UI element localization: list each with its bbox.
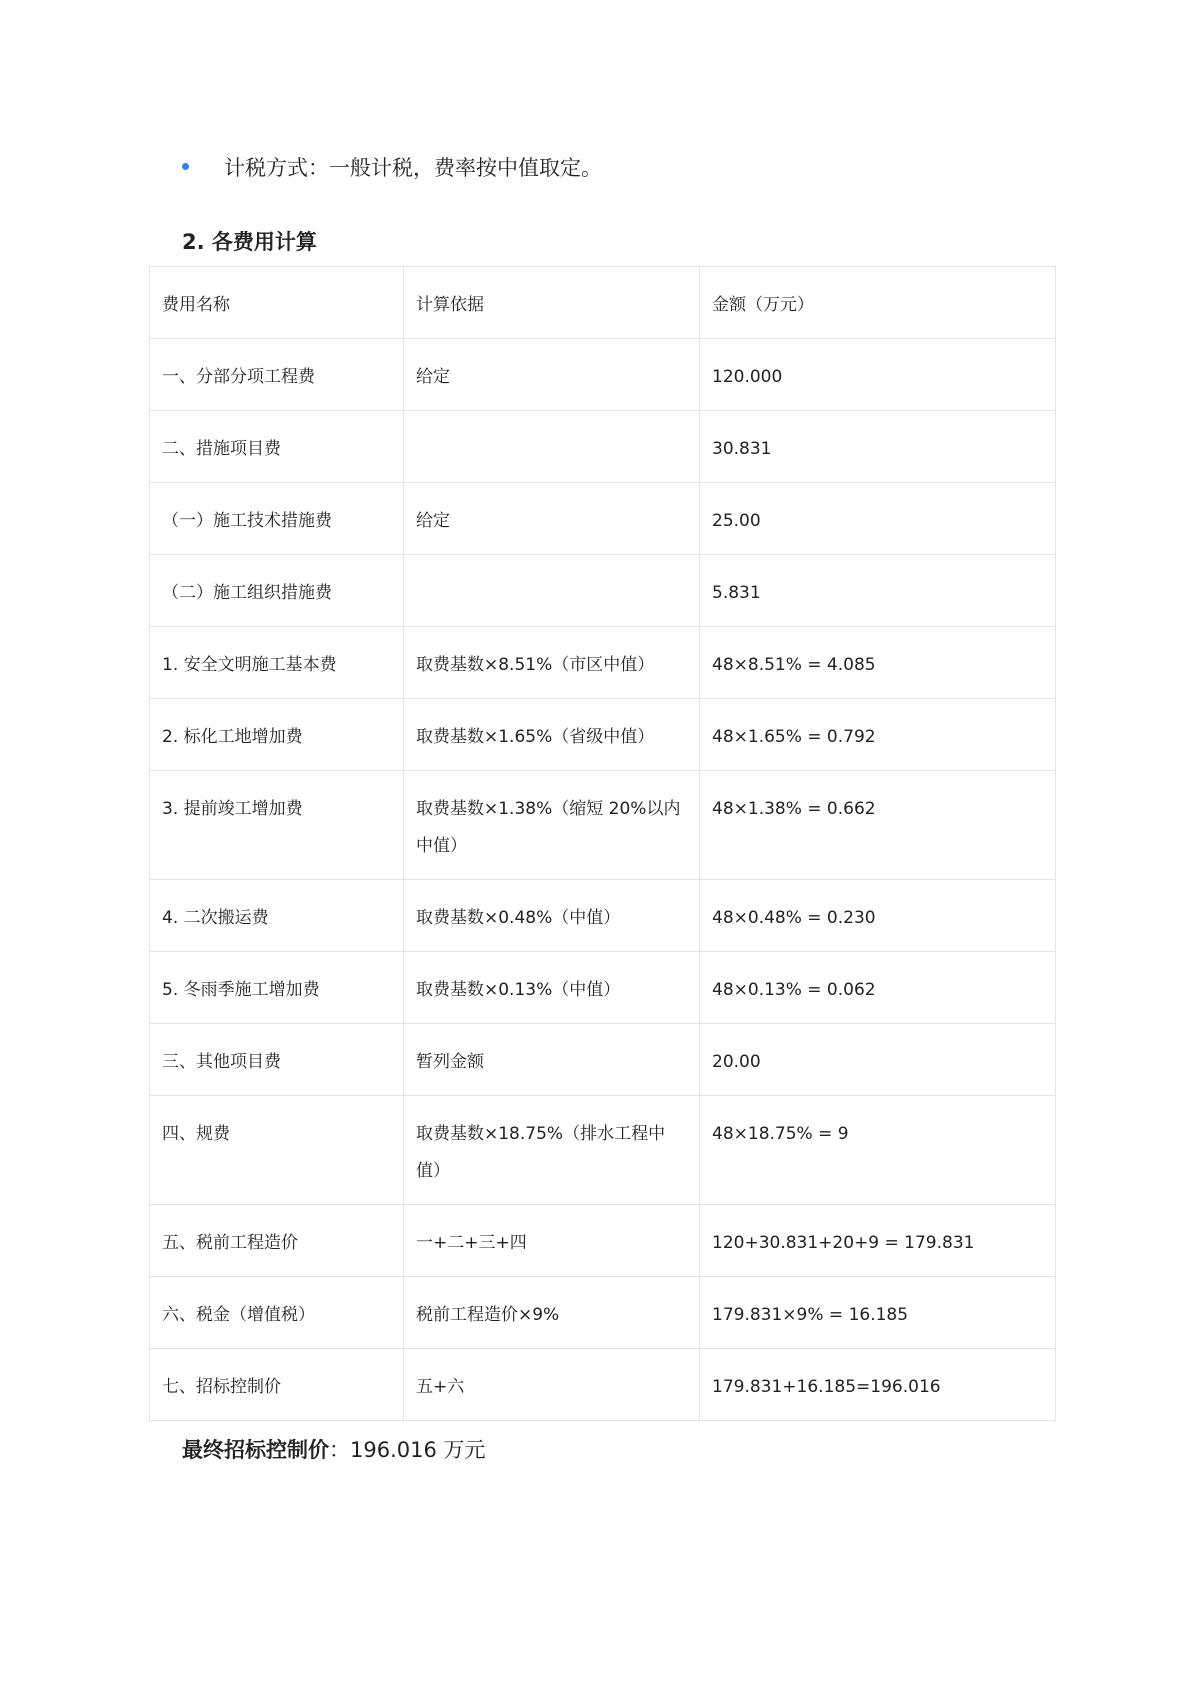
basis-cell: 取费基数×1.65%（省级中值） [404,699,700,771]
table-row [150,1024,1056,1096]
cost-name-cell: （二）施工组织措施费 [150,555,404,627]
basis-cell: 取费基数×18.75%（排水工程中值） [404,1096,700,1205]
cost-name-cell: 2. 标化工地增加费 [150,699,404,771]
table-row [150,1096,1056,1205]
cost-name-cell: 1. 安全文明施工基本费 [150,627,404,699]
cost-name-cell: 七、招标控制价 [150,1349,404,1421]
table-row [150,1277,1056,1349]
section-heading: 2. 各费用计算 [182,230,317,254]
amount-cell: 48×1.65% = 0.792 [700,699,1056,771]
cost-name-cell: 五、税前工程造价 [150,1205,404,1277]
bullet-dot [182,163,189,170]
basis-cell: 取费基数×1.38%（缩短 20%以内中值） [404,771,700,880]
table-row [150,627,1056,699]
basis-cell: 一+二+三+四 [404,1205,700,1277]
final-price-line [182,1434,486,1464]
basis-cell: 取费基数×0.48%（中值） [404,880,700,952]
basis-cell: 五+六 [404,1349,700,1421]
cost-name-cell: 4. 二次搬运费 [150,880,404,952]
header-cell: 金额（万元） [700,267,1056,339]
basis-cell [404,411,700,483]
cost-name-cell: 三、其他项目费 [150,1024,404,1096]
basis-cell: 取费基数×0.13%（中值） [404,952,700,1024]
amount-cell: 179.831×9% = 16.185 [700,1277,1056,1349]
table-row [150,771,1056,880]
cost-name-cell: （一）施工技术措施费 [150,483,404,555]
tax-method-text: 计税方式：一般计税，费率按中值取定。 [224,156,602,180]
amount-cell: 48×1.38% = 0.662 [700,771,1056,880]
table-row [150,699,1056,771]
table-row [150,483,1056,555]
basis-cell: 暂列金额 [404,1024,700,1096]
header-cell: 计算依据 [404,267,700,339]
table-header-row [150,267,1056,339]
amount-cell: 20.00 [700,1024,1056,1096]
table-row [150,952,1056,1024]
table-row [150,880,1056,952]
table-row [150,339,1056,411]
amount-cell: 48×18.75% = 9 [700,1096,1056,1205]
basis-cell [404,555,700,627]
amount-cell: 179.831+16.185=196.016 [700,1349,1056,1421]
cost-name-cell: 四、规费 [150,1096,404,1205]
table-row [150,555,1056,627]
amount-cell: 25.00 [700,483,1056,555]
cost-name-cell: 3. 提前竣工增加费 [150,771,404,880]
header-cell: 费用名称 [150,267,404,339]
table-row [150,1349,1056,1421]
final-price-separator: ： [329,1438,350,1462]
cost-name-cell: 5. 冬雨季施工增加费 [150,952,404,1024]
amount-cell: 48×0.13% = 0.062 [700,952,1056,1024]
cost-name-cell: 一、分部分项工程费 [150,339,404,411]
basis-cell: 税前工程造价×9% [404,1277,700,1349]
basis-cell: 给定 [404,339,700,411]
amount-cell: 120+30.831+20+9 = 179.831 [700,1205,1056,1277]
basis-cell: 取费基数×8.51%（市区中值） [404,627,700,699]
table-row [150,411,1056,483]
amount-cell: 48×8.51% = 4.085 [700,627,1056,699]
amount-cell: 120.000 [700,339,1056,411]
table-row [150,1205,1056,1277]
cost-name-cell: 二、措施项目费 [150,411,404,483]
cost-name-cell: 六、税金（增值税） [150,1277,404,1349]
amount-cell: 48×0.48% = 0.230 [700,880,1056,952]
amount-cell: 30.831 [700,411,1056,483]
final-price-value: 196.016 万元 [350,1438,486,1462]
cost-table [149,266,1056,1421]
amount-cell: 5.831 [700,555,1056,627]
final-price-label: 最终招标控制价 [182,1438,329,1462]
basis-cell: 给定 [404,483,700,555]
